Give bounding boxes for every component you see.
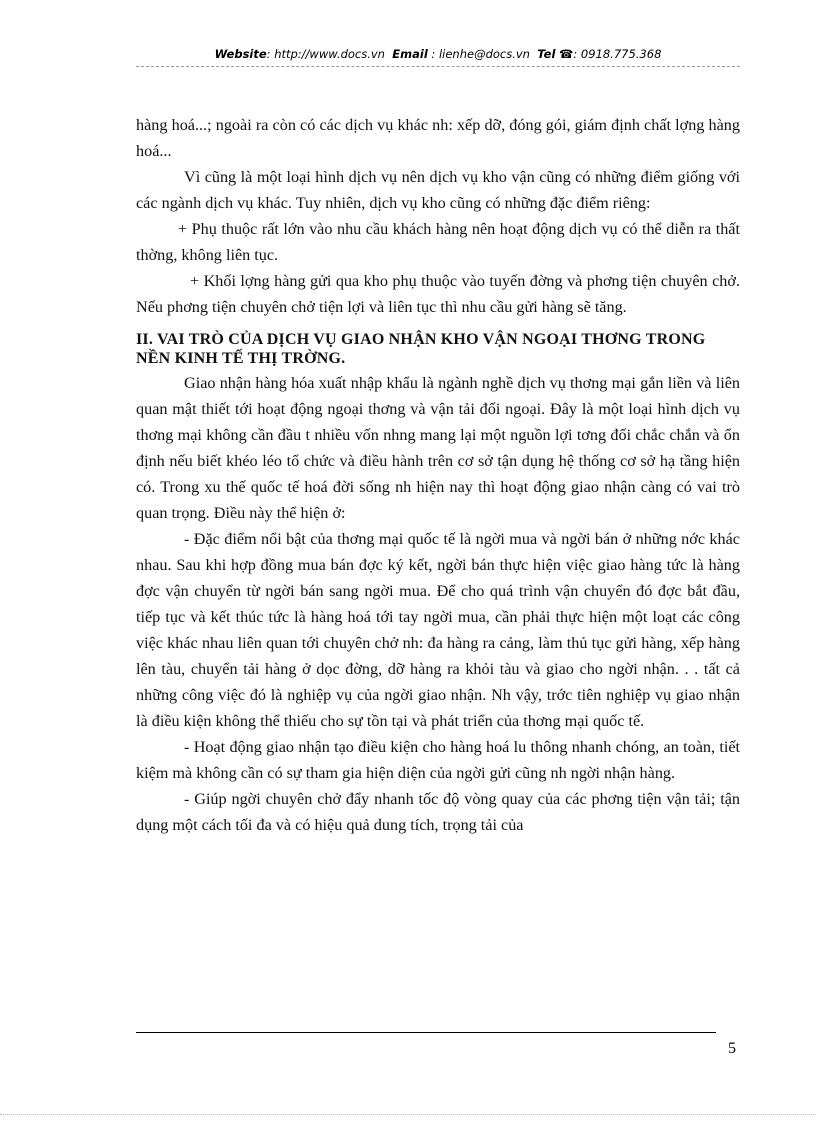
paragraph: + Khối lợng hàng gửi qua kho phụ thuộc vào tuyến đờng và phơng tiện chuyên chở. Nếu phơng tiện chuyên chở tiện lợi và liên tục thì nhu cầu gửi hàng sẽ tăng. (136, 272, 740, 316)
paragraph: Giao nhận hàng hóa xuất nhập khẩu là ngành nghề dịch vụ thơng mại gắn liền và liên quan mật thiết tới hoạt động ngoại thơng và vận tải đối ngoại. Đây là một loại hình dịch vụ thơng mại không cần đầu t nhiều vốn nhng mang lại một nguồn lợi tơng đối chắc chắn và ổn định nếu biết khéo léo tổ chức và điều hành trên cơ sở tận dụng hệ thống cơ sở hạ tầng hiện có. Trong xu thế quốc tế hoá đời sống nh hiện nay thì hoạt động giao nhận càng có vai trò quan trọng. Điều này thể hiện ở: (136, 374, 740, 522)
page-number: 5 (728, 1040, 736, 1057)
paragraph: hàng hoá...; ngoài ra còn có các dịch vụ khác nh: xếp dỡ, đóng gói, giám định chất lợng hàng hoá... (136, 116, 740, 160)
email-label: Email (392, 47, 428, 61)
page-header (136, 47, 740, 61)
section-heading: II. VAI TRÒ CỦA DỊCH VỤ GIAO NHẬN KHO VẬN NGOẠI THƠNG TRONG NỀN KINH TẾ THỊ TRỜNG. (136, 331, 706, 367)
header-divider (136, 66, 740, 67)
phone-icon: ☎ (559, 47, 574, 61)
page-bottom-edge (0, 1114, 816, 1115)
website-value: : http://www.docs.vn (266, 47, 385, 61)
paragraph: - Đặc điểm nổi bật của thơng mại quốc tế là ngời mua và ngời bán ở những nớc khác nhau. Sau khi hợp đồng mua bán đợc ký kết, ngời bán thực hiện việc giao hàng tức là hàng đợc vận chuyển từ ngời bán sang ngời mua. Để cho quá trình vận chuyển đó đợc bắt đầu, tiếp tục và kết thúc tức là hàng hoá tới tay ngời mua, cần phải thực hiện một loạt các công việc khác nhau liên quan tới chuyên chở nh: đa hàng ra cảng, làm thủ tục gửi hàng, xếp hàng lên tàu, chuyển tải hàng ở dọc đờng, dỡ hàng ra khỏi tàu và giao cho ngời nhận. . . tất cả những công việc đó là nghiệp vụ của ngời giao nhận. Nh vậy, trớc tiên nghiệp vụ giao nhận là điều kiện không thể thiếu cho sự tồn tại và phát triển của thơng mại quốc tế. (136, 530, 740, 730)
paragraph: Vì cũng là một loại hình dịch vụ nên dịch vụ kho vận cũng có những điểm giống với các ngành dịch vụ khác. Tuy nhiên, dịch vụ kho cũng có những đặc điểm riêng: (136, 168, 740, 212)
tel-value: : 0918.775.368 (573, 47, 662, 61)
email-value: : lienhe@docs.vn (427, 47, 530, 61)
tel-label: Tel (537, 47, 556, 61)
footer-divider (136, 1032, 716, 1033)
paragraph: - Giúp ngời chuyên chở đẩy nhanh tốc độ vòng quay của các phơng tiện vận tải; tận dụng một cách tối đa và có hiệu quả dung tích, trọng tải của (136, 790, 740, 834)
paragraph: - Hoạt động giao nhận tạo điều kiện cho hàng hoá lu thông nhanh chóng, an toàn, tiết kiệm mà không cần có sự tham gia hiện diện của ngời gửi cũng nh ngời nhận hàng. (136, 738, 740, 782)
paragraph: + Phụ thuộc rất lớn vào nhu cầu khách hàng nên hoạt động dịch vụ có thể diễn ra thất thờng, không liên tục. (136, 220, 740, 264)
website-label: Website (214, 47, 267, 61)
document-body (136, 112, 740, 838)
